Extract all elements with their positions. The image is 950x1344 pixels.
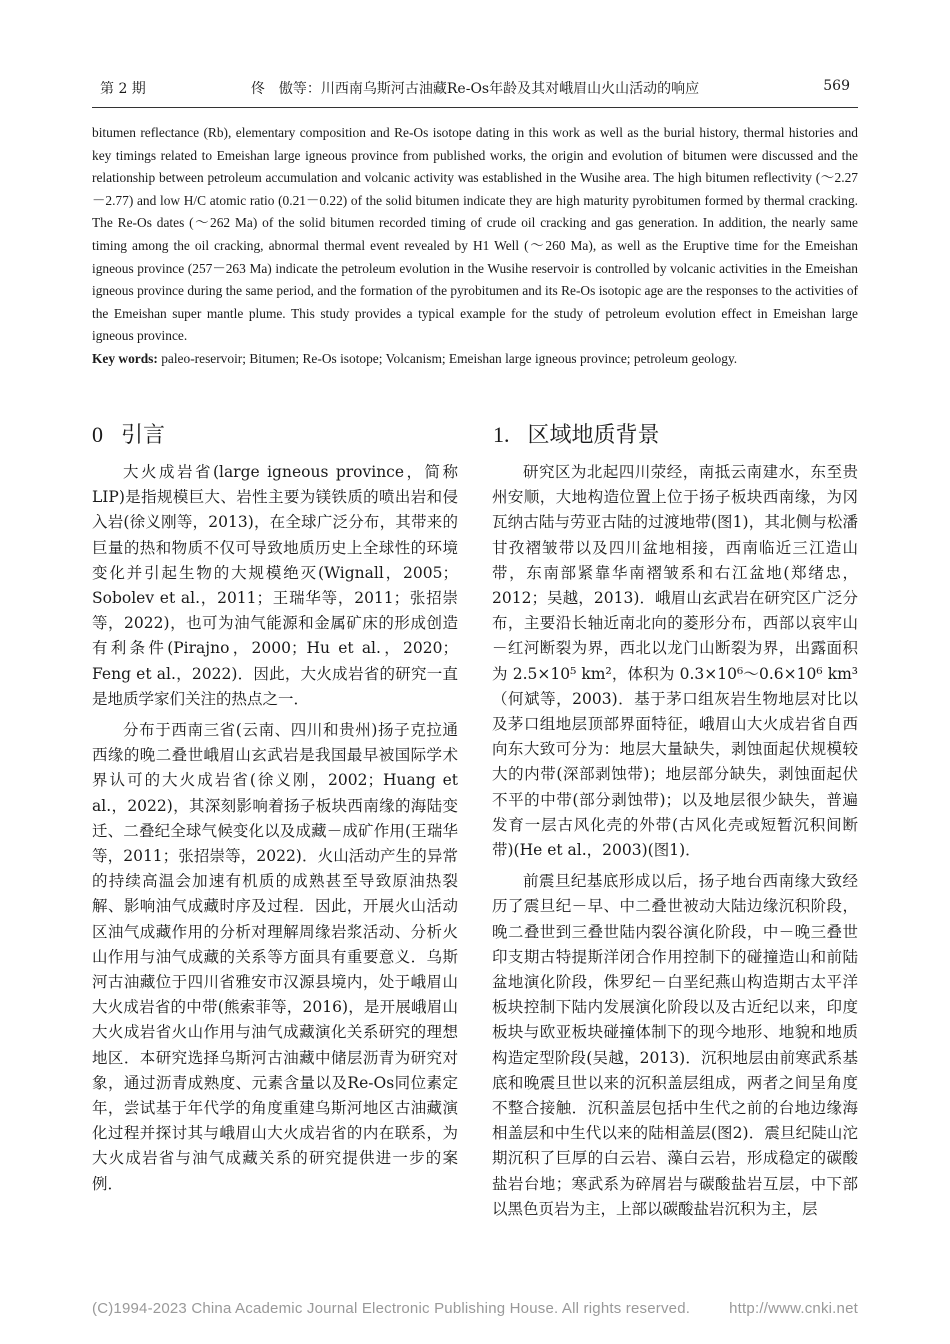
header-rule [92, 107, 858, 108]
section-1-number: 1. [493, 422, 510, 447]
copyright-text: (C)1994-2023 China Academic Journal Electronic Publishing House. All rights reserved. [92, 1300, 691, 1317]
website-link[interactable]: http://www.cnki.net [729, 1300, 858, 1317]
paragraph: 分布于西南三省(云南、四川和贵州)扬子克拉通西缘的晚二叠世峨眉山玄武岩是我国最早被国际学术界认可的大火成岩省(徐义刚，2002；Huang et al.，2022)，其深刻影响着扬子板块西南缘的海陆变迁、二叠纪全球气候变化以及成藏－成矿作用(王瑞华等，2011；张招崇等，2022)．火山活动产生的异常的持续高温会加速有机质的成熟甚至导致原油热裂解、影响油气成藏时序及过程．因此，开展火山活动区油气成藏作用的分析对理解周缘岩浆活动、分析火山作用与油气成藏的关系等方面具有重要意义．乌斯河古油藏位于四川省雅安市汉源县境内，处于峨眉山大火成岩省的中带(熊索菲等，2016)，是开展峨眉山大火成岩省火山作用与油气成藏演化关系研究的理想地区．本研究选择乌斯河古油藏中储层沥青为研究对象，通过沥青成熟度、元素含量以及Re-Os同位素定年，尝试基于年代学的角度重建乌斯河地区古油藏演化过程并探讨其与峨眉山大火成岩省的内在联系，为大火成岩省与油气成藏关系的研究提供进一步的案例． [92, 721, 458, 1193]
paragraph: 大火成岩省(large igneous province，简称 LIP)是指规模巨大、岩性主要为镁铁质的喷出岩和侵入岩(徐义刚等，2013)，在全球广泛分布，其带来的巨量的热和物质不仅可导致地质历史上全球性的环境变化并引起生物的大规模绝灭(Wignall，2005；Sobolev et al.，2011；王瑞华等，2011；张招崇等，2022)，也可为油气能源和金属矿床的形成创造有利条件(Pirajno，2000；Hu et al.，2020；Feng et al.，2022)．因此，大火成岩省的研究一直是地质学家们关注的热点之一． [92, 463, 458, 708]
running-title: 佟 傲等：川西南乌斯河古油藏Re-Os年龄及其对峨眉山火山活动的响应 [250, 81, 700, 97]
keywords: paleo-reservoir; Bitumen; Re-Os isotope; Volcanism; Emeishan large igneous province; petroleum geology. [161, 350, 738, 366]
right-column [492, 460, 858, 1228]
section-1-title: 区域地质背景 [527, 423, 660, 448]
section-1-heading [493, 418, 660, 449]
keywords-label: Key words: [92, 350, 158, 366]
paragraph: 前震旦纪基底形成以后，扬子地台西南缘大致经历了震旦纪－早、中二叠世被动大陆边缘沉积阶段，晚二叠世到三叠世陆内裂谷演化阶段，中－晚三叠世印支期古特提斯洋闭合作用控制下的碰撞造山和前陆盆地演化阶段，侏罗纪－白垩纪燕山构造期古太平洋板块控制下陆内发展演化阶段以及古近纪以来，印度板块与欧亚板块碰撞体制下的现今地形、地貌和地质构造定型阶段(吴越，2013)．沉积地层由前寒武系基底和晚震旦世以来的沉积盖层组成，两者之间呈角度不整合接触．沉积盖层包括中生代之前的台地边缘海相盖层和中生代以来的陆相盖层(图2)．震旦纪陡山沱期沉积了巨厚的白云岩、藻白云岩，形成稳定的碳酸盐岩台地；寒武系为碎屑岩与碳酸盐岩互层，中下部以黑色页岩为主，上部以碳酸盐岩沉积为主，层 [492, 872, 858, 1218]
section-0-title: 引言 [121, 423, 166, 448]
issue-number: 第 2 期 [100, 81, 146, 97]
page-number: 569 [823, 78, 850, 94]
section-0-heading [92, 418, 165, 449]
section-0-number: 0 [92, 422, 103, 447]
left-column [92, 460, 458, 1203]
paragraph: 研究区为北起四川荥经，南抵云南建水，东至贵州安顺，大地构造位置上位于扬子板块西南缘，为冈瓦纳古陆与劳亚古陆的过渡地带(图1)，其北侧与松潘甘孜褶皱带以及四川盆地相接，西南临近三江造山带，东南部紧靠华南褶皱系和右江盆地(郑绪忠，2012；吴越，2013)．峨眉山玄武岩在研究区广泛分布，主要沿长轴近南北向的菱形分布，西部以哀牢山－红河断裂为界，西北以龙门山断裂为界，出露面积为 2.5×10⁵ km²，体积为 0.3×10⁶～0.6×10⁶ km³（何斌等，2003)．基于茅口组灰岩生物地层对比以及茅口组地层顶部界面特征，峨眉山大火成岩省自西向东大致可分为：地层大量缺失，剥蚀面起伏规模较大的内带(深部剥蚀带)；地层部分缺失，剥蚀面起伏不平的中带(部分剥蚀带)；以及地层很少缺失，普遍发育一层古风化壳的外带(古风化壳或短暂沉积间断带)(He et al.，2003)(图1)． [492, 463, 858, 860]
keywords-line [92, 348, 858, 371]
copyright-footer [92, 1300, 858, 1317]
abstract [92, 122, 858, 371]
abstract-text: bitumen reflectance (Rb), elementary composition and Re-Os isotope dating in this work as well as the burial history, thermal histories and key timings related to Emeishan large igneous province from published works, the origin and evolution of bitumen were discussed and the relationship between petroleum accumulation and volcanic activity was established in the Wusihe area. The high bitumen reflectivity (～2.27－2.77) and low H/C atomic ratio (0.21－0.22) of the solid bitumen indicate they are high maturity pyrobitumen formed by thermal cracking. The Re-Os dates (～262 Ma) of the solid bitumen recorded timing of crude oil cracking and gas generation. In addition, the nearly same timing among the oil cracking, abnormal thermal event revealed by H1 Well (～260 Ma), as well as the Eruptive time for the Emeishan igneous province (257－263 Ma) indicate the petroleum evolution in the Wusihe reservoir is controlled by volcanic activities in the Emeishan igneous province during the same period, and the formation of the pyrobitumen and its Re-Os isotopic age are the responses to the activities of the Emeishan super mantle plume. This study provides a typical example for the study of petroleum evolution effect in Emeishan large igneous province. [92, 125, 858, 344]
